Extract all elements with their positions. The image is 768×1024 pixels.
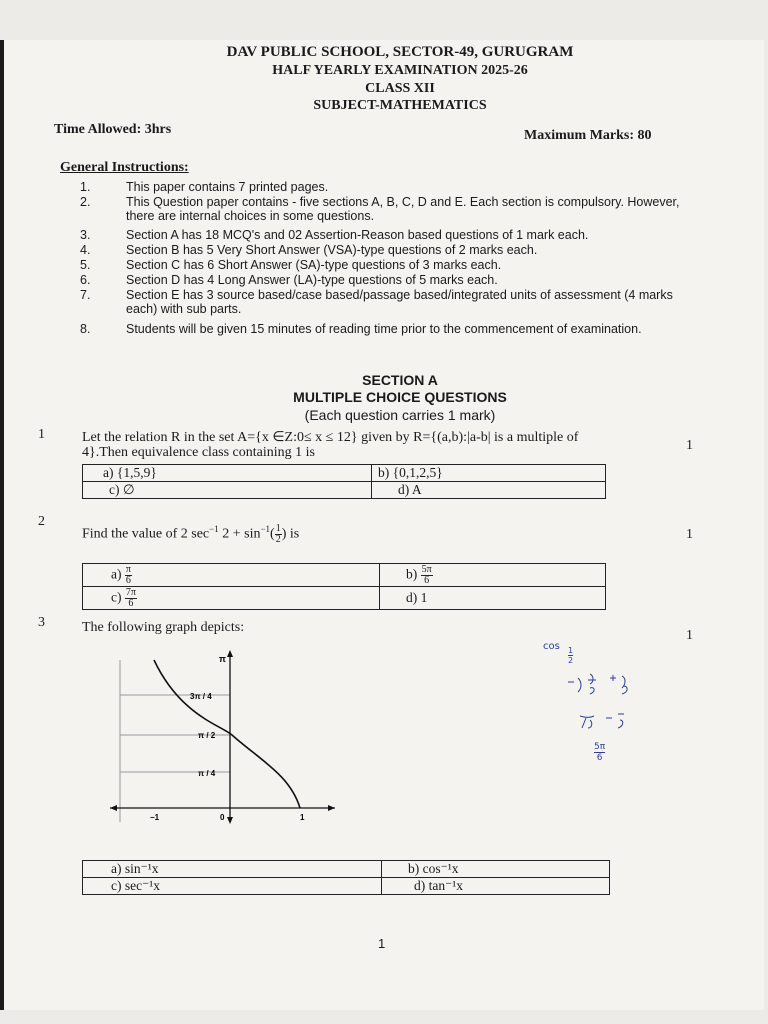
option-b[interactable]: b) {0,1,2,5} xyxy=(372,465,606,482)
y-axis-arrow-down xyxy=(227,817,233,824)
instruction-text: Section A has 18 MCQ's and 02 Assertion-Reason based questions of 1 mark each. xyxy=(126,228,589,242)
section-title: SECTION A xyxy=(362,372,438,388)
option-d[interactable]: d) tan⁻¹x xyxy=(382,878,610,895)
option-d[interactable]: d) A xyxy=(372,482,606,499)
tick-label: π / 2 xyxy=(198,731,216,740)
instruction-number: 4. xyxy=(80,243,91,257)
section-note: (Each question carries 1 mark) xyxy=(304,407,496,423)
curve xyxy=(154,660,300,808)
fraction-denominator: 6 xyxy=(424,574,430,586)
tick-label: π / 4 xyxy=(198,769,216,778)
options-table xyxy=(82,563,606,610)
page-number: 1 xyxy=(378,936,386,951)
fraction-numerator: π xyxy=(125,563,131,575)
inverse-cosine-graph xyxy=(110,640,340,830)
instruction-number: 5. xyxy=(80,258,91,272)
option-b[interactable] xyxy=(380,564,606,587)
question-text: Find the value of 2 $\sec^{-1} 2 + \sin^{-1}$( $\frac{1}{2}$ ) is xyxy=(82,522,300,545)
handwritten-denominator: 2 xyxy=(568,656,574,665)
option-a[interactable] xyxy=(83,564,380,587)
expr-part: Find the value of 2 sec xyxy=(82,526,210,542)
option-c[interactable] xyxy=(83,587,380,610)
option-d[interactable]: d) 1 xyxy=(380,587,606,610)
fraction xyxy=(125,565,132,586)
handwritten-fraction xyxy=(568,646,573,665)
handwritten-scribbles xyxy=(560,670,650,740)
option-label: b) xyxy=(406,566,418,582)
x-axis-arrow-right xyxy=(328,805,335,811)
options-table xyxy=(82,860,610,895)
fraction-numerator: 7π xyxy=(125,586,136,598)
tick-label: π xyxy=(219,654,226,664)
section-subtitle: MULTIPLE CHOICE QUESTIONS xyxy=(293,389,507,405)
instruction-text: This Question paper contains - five sections A, B, C, D and E. Each section is compulsory. However, there are internal choices in some questions. xyxy=(126,195,680,223)
question-number: 2 xyxy=(38,514,45,529)
instruction-number: 7. xyxy=(80,288,91,302)
option-a[interactable]: a) {1,5,9} xyxy=(83,465,372,482)
option-label: c) xyxy=(111,589,122,605)
fraction-numerator: 1 xyxy=(275,522,281,534)
question-marks: 1 xyxy=(686,628,693,643)
option-b[interactable]: b) cos⁻¹x xyxy=(382,861,610,878)
handwritten-numerator: 5π xyxy=(594,742,606,752)
handwritten-fraction xyxy=(594,742,605,763)
fraction xyxy=(125,588,137,609)
fraction xyxy=(421,565,433,586)
question-line: Let the relation R in the set A={x ∈Z:0≤ x ≤ 12} given by R={(a,b):|a-b| is a multiple of xyxy=(82,430,579,445)
instruction-text: Section E has 3 source based/case based/passage based/integrated units of assessment (4 marks each) with sub parts. xyxy=(126,288,673,316)
question-number: 1 xyxy=(38,427,45,442)
tick-label: 3π / 4 xyxy=(190,692,212,701)
inverse-exponent: −1 xyxy=(209,524,219,534)
tick-label: 0 xyxy=(220,813,225,822)
fraction-denominator: 2 xyxy=(275,533,281,545)
maximum-marks: Maximum Marks: 80 xyxy=(524,128,652,143)
instruction-text: Section B has 5 Very Short Answer (VSA)-type questions of 2 marks each. xyxy=(126,243,538,257)
question-text xyxy=(82,430,642,460)
instruction-number: 1. xyxy=(80,180,91,194)
expr-part: is xyxy=(286,526,300,542)
question-number: 3 xyxy=(38,615,45,630)
instruction-text: Section C has 6 Short Answer (SA)-type questions of 3 marks each. xyxy=(126,258,502,272)
tick-label: −1 xyxy=(150,813,160,822)
y-axis-arrow-up xyxy=(227,650,233,657)
exam-title: HALF YEARLY EXAMINATION 2025-26 xyxy=(272,63,528,78)
tick-label: 1 xyxy=(300,813,305,822)
instruction-number: 6. xyxy=(80,273,91,287)
options-table xyxy=(82,464,606,499)
instruction-text: This paper contains 7 printed pages. xyxy=(126,180,329,194)
x-axis-arrow-left xyxy=(110,805,117,811)
handwritten-numerator: 1 xyxy=(568,646,574,655)
handwritten-denominator: 6 xyxy=(594,752,605,763)
question-marks: 1 xyxy=(686,527,693,542)
class-label: CLASS XII xyxy=(365,81,435,96)
fraction-numerator: 5π xyxy=(421,563,432,575)
expr-part: 2 + sin xyxy=(218,526,261,542)
option-c[interactable]: c) sec⁻¹x xyxy=(83,878,382,895)
instruction-text: Students will be given 15 minutes of reading time prior to the commencement of examination. xyxy=(126,322,642,336)
time-allowed: Time Allowed: 3hrs xyxy=(54,122,172,137)
handwritten-note: cos xyxy=(543,641,560,652)
option-c[interactable]: c) ∅ xyxy=(83,482,372,499)
subject-label: SUBJECT-MATHEMATICS xyxy=(313,98,487,113)
inverse-exponent: −1 xyxy=(260,524,271,534)
fraction-denominator: 6 xyxy=(125,574,131,586)
school-name: DAV PUBLIC SCHOOL, SECTOR-49, GURUGRAM xyxy=(226,44,574,60)
question-line: 4}.Then equivalence class containing 1 is xyxy=(82,445,315,460)
instructions-title: General Instructions: xyxy=(60,160,189,175)
fraction xyxy=(275,524,282,545)
instruction-text: Section D has 4 Long Answer (LA)-type questions of 5 marks each. xyxy=(126,273,498,287)
option-a[interactable]: a) sin⁻¹x xyxy=(83,861,382,878)
question-marks: 1 xyxy=(686,438,693,453)
instruction-number: 2. xyxy=(80,195,91,209)
question-text: The following graph depicts: xyxy=(82,620,245,635)
grid-lines xyxy=(120,660,230,822)
fraction-denominator: 6 xyxy=(128,597,134,609)
option-label: a) xyxy=(111,566,122,582)
instruction-number: 8. xyxy=(80,322,91,336)
instruction-number: 3. xyxy=(80,228,91,242)
